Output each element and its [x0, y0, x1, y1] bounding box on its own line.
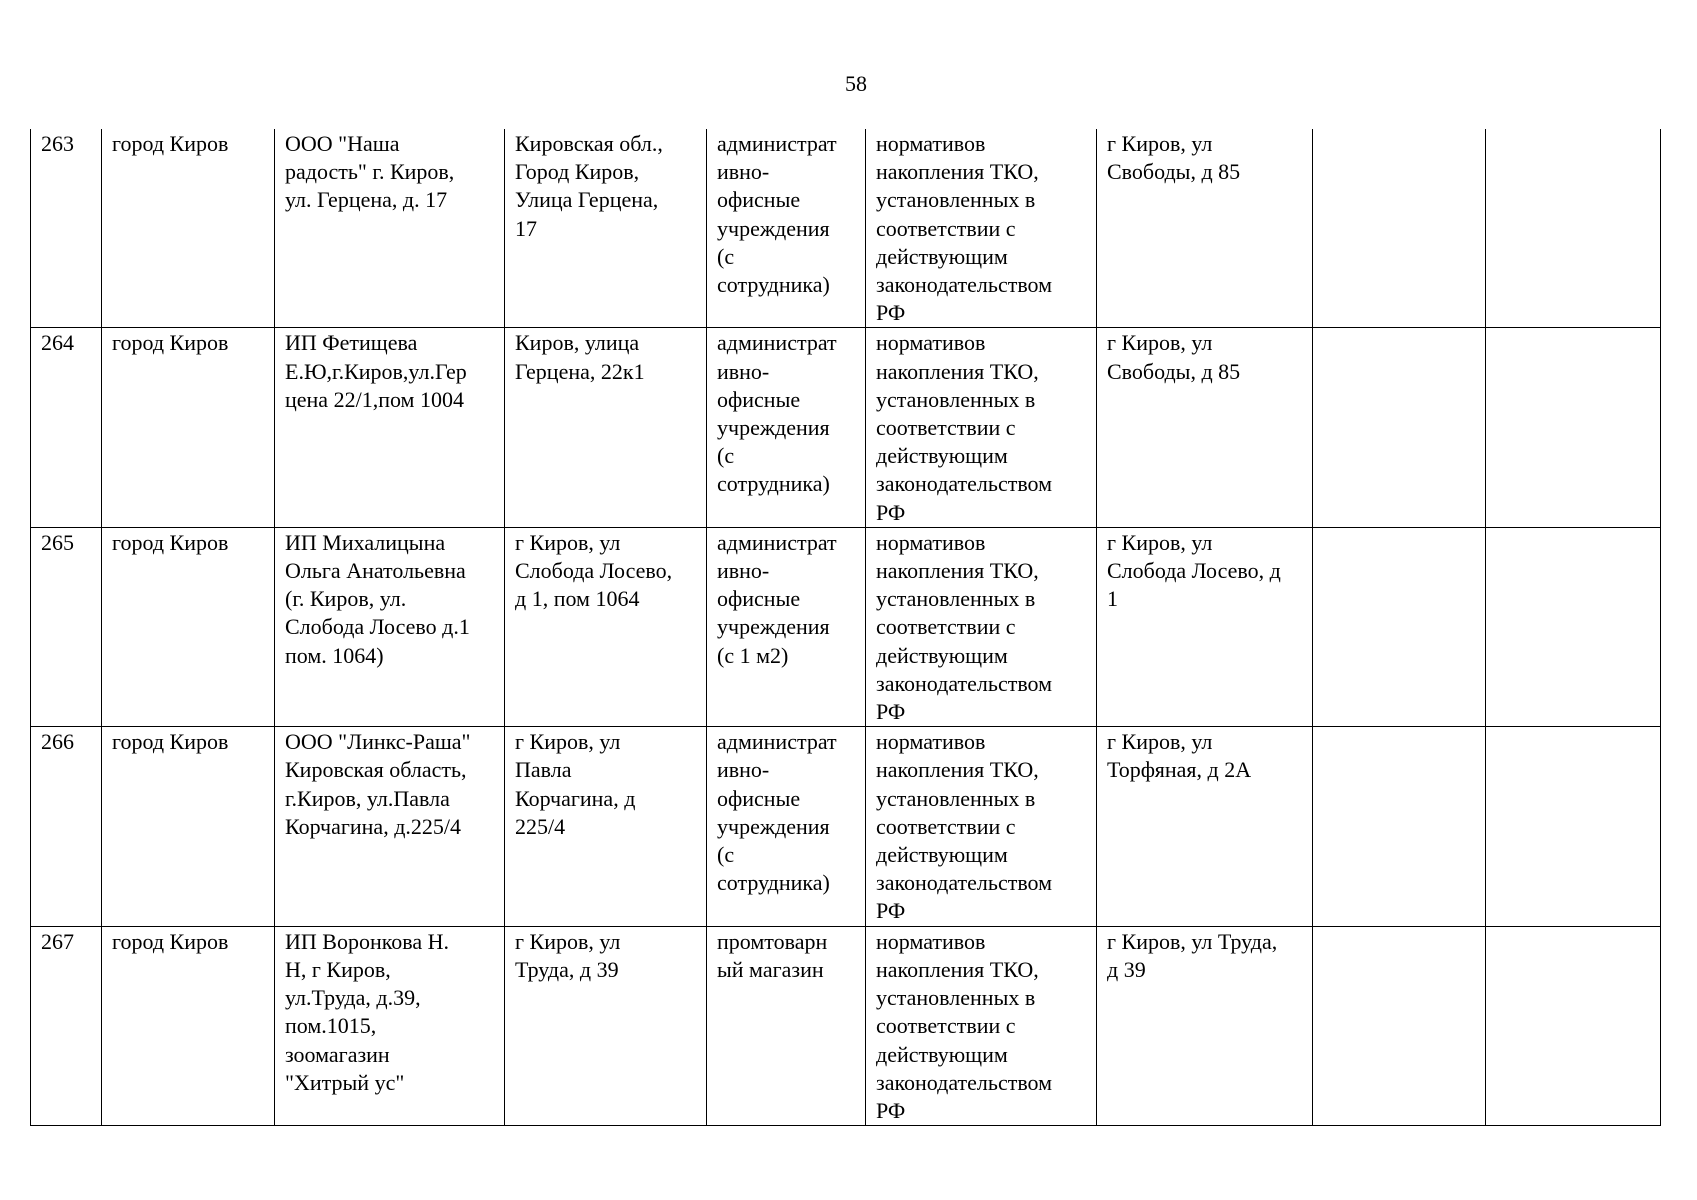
- cell-text: 265: [41, 529, 74, 555]
- cell-text: г Киров, ул Слобода Лосево, д 1: [1107, 529, 1281, 612]
- norm-cell: [866, 129, 1097, 328]
- cell-text: администрат ивно- офисные учреждения (с сотрудника): [717, 330, 837, 497]
- norm-cell: [866, 328, 1097, 527]
- address-cell: [505, 328, 707, 527]
- registry-table-container: [30, 129, 1660, 1126]
- disposal-site-cell: [1097, 328, 1313, 527]
- cell-text: ИП Фетищева Е.Ю,г.Киров,ул.Гер цена 22/1,пом 1004: [285, 330, 467, 412]
- cell-text: ИП Михалицына Ольга Анатольевна (г. Киров, ул. Слобода Лосево д.1 пом. 1064): [285, 529, 470, 668]
- cell-text: г Киров, ул Свободы, д 85: [1107, 330, 1241, 384]
- settlement-cell: [102, 926, 275, 1125]
- cell-text: 266: [41, 729, 74, 755]
- cell-text: ИП Воронкова Н. Н, г Киров, ул.Труда, д.39, пом.1015, зоомагазин "Хитрый ус": [285, 928, 450, 1095]
- cell-text: нормативов накопления ТКО, установленных в соответствии с действующим законодательством РФ: [876, 330, 1053, 525]
- cell-text: г Киров, ул Труда, д 39: [515, 928, 621, 982]
- extra-cell-1: [1313, 328, 1486, 527]
- cell-text: ООО "Линкс-Раша" Кировская область, г.Киров, ул.Павла Корчагина, д.225/4: [285, 729, 471, 839]
- cell-text: город Киров: [112, 131, 229, 156]
- table-row: [31, 328, 1661, 527]
- cell-text: г Киров, ул Труда, д 39: [1107, 928, 1278, 982]
- cell-text: г Киров, ул Слобода Лосево, д 1, пом 1064: [515, 529, 673, 612]
- category-cell: [707, 129, 866, 328]
- cell-text: г Киров, ул Павла Корчагина, д 225/4: [515, 729, 636, 839]
- extra-cell-1: [1313, 527, 1486, 726]
- table-row: [31, 926, 1661, 1125]
- extra-cell-1: [1313, 129, 1486, 328]
- norm-cell: [866, 527, 1097, 726]
- settlement-cell: [102, 328, 275, 527]
- address-cell: [505, 527, 707, 726]
- settlement-cell: [102, 527, 275, 726]
- address-cell: [505, 129, 707, 328]
- table-row: [31, 727, 1661, 926]
- cell-text: 264: [41, 330, 74, 356]
- cell-text: администрат ивно- офисные учреждения (с сотрудника): [717, 729, 837, 896]
- row-number-cell: [31, 926, 102, 1125]
- cell-text: нормативов накопления ТКО, установленных в соответствии с действующим законодательством РФ: [876, 131, 1053, 326]
- organization-cell: [275, 527, 505, 726]
- cell-text: город Киров: [112, 529, 229, 555]
- address-cell: [505, 727, 707, 926]
- disposal-site-cell: [1097, 129, 1313, 328]
- settlement-cell: [102, 129, 275, 328]
- category-cell: [707, 926, 866, 1125]
- cell-text: Кировская обл., Город Киров, Улица Герцена, 17: [515, 131, 663, 241]
- row-number-cell: [31, 328, 102, 527]
- extra-cell-1: [1313, 926, 1486, 1125]
- category-cell: [707, 328, 866, 527]
- cell-text: администрат ивно- офисные учреждения (с 1 м2): [717, 529, 837, 668]
- organization-cell: [275, 727, 505, 926]
- disposal-site-cell: [1097, 727, 1313, 926]
- row-number-cell: [31, 527, 102, 726]
- settlement-cell: [102, 727, 275, 926]
- cell-text: город Киров: [112, 330, 229, 356]
- cell-text: промтоварн ый магазин: [717, 928, 828, 982]
- cell-text: нормативов накопления ТКО, установленных в соответствии с действующим законодательством РФ: [876, 729, 1053, 924]
- disposal-site-cell: [1097, 527, 1313, 726]
- cell-text: 267: [41, 928, 74, 954]
- table-row: [31, 527, 1661, 726]
- row-number-cell: [31, 129, 102, 328]
- row-number-cell: [31, 727, 102, 926]
- norm-cell: [866, 926, 1097, 1125]
- extra-cell-2: [1486, 328, 1661, 527]
- cell-text: 263: [41, 131, 74, 156]
- category-cell: [707, 527, 866, 726]
- extra-cell-2: [1486, 129, 1661, 328]
- category-cell: [707, 727, 866, 926]
- cell-text: г Киров, ул Торфяная, д 2А: [1107, 729, 1252, 783]
- extra-cell-1: [1313, 727, 1486, 926]
- extra-cell-2: [1486, 527, 1661, 726]
- cell-text: Киров, улица Герцена, 22к1: [515, 330, 645, 384]
- cell-text: г Киров, ул Свободы, д 85: [1107, 131, 1241, 185]
- extra-cell-2: [1486, 727, 1661, 926]
- cell-text: город Киров: [112, 928, 229, 954]
- norm-cell: [866, 727, 1097, 926]
- address-cell: [505, 926, 707, 1125]
- cell-text: город Киров: [112, 729, 229, 755]
- extra-cell-2: [1486, 926, 1661, 1125]
- page-number: 58: [845, 71, 867, 96]
- organization-cell: [275, 328, 505, 527]
- cell-text: нормативов накопления ТКО, установленных в соответствии с действующим законодательством РФ: [876, 529, 1053, 725]
- table-body: [31, 129, 1661, 1126]
- table-row: [31, 129, 1661, 328]
- cell-text: ООО "Наша радость" г. Киров, ул. Герцена, д. 17: [285, 131, 455, 213]
- organization-cell: [275, 926, 505, 1125]
- cell-text: администрат ивно- офисные учреждения (с сотрудника): [717, 131, 837, 298]
- organization-cell: [275, 129, 505, 328]
- registry-table: [30, 129, 1661, 1126]
- disposal-site-cell: [1097, 926, 1313, 1125]
- cell-text: нормативов накопления ТКО, установленных в соответствии с действующим законодательством РФ: [876, 928, 1053, 1123]
